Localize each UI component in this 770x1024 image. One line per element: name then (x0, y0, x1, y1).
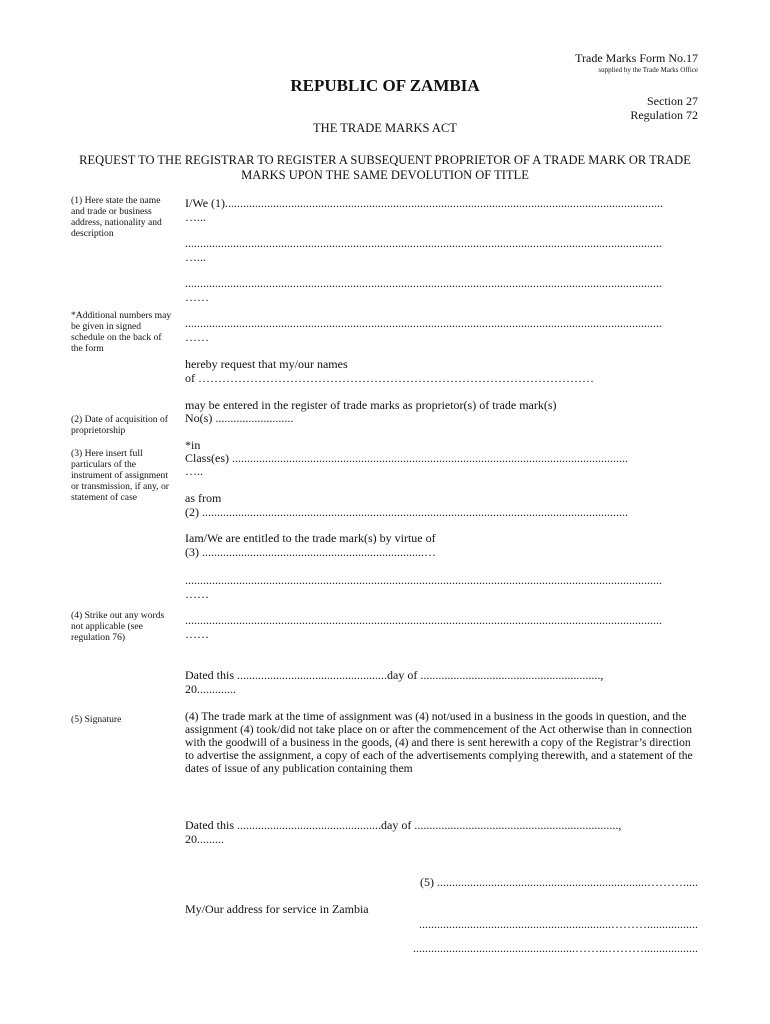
address-field-2[interactable]: ............................................................................................................................................................... (185, 277, 662, 290)
address-for-service-label: My/Our address for service in Zambia (185, 903, 369, 916)
field-continuation: …... (185, 211, 206, 224)
acquisition-date-field[interactable]: (2) .............................................................................................................................................. (185, 506, 628, 519)
section-reference (630, 94, 698, 122)
register-entry-text: may be entered in the register of trade marks as proprietor(s) of trade mark(s) (185, 399, 557, 412)
service-address-field-1[interactable]: ................................................................………................. (419, 917, 698, 931)
note-additional-numbers: *Additional numbers may be given in signed schedule on the back of the form (71, 310, 172, 354)
dated-field-1[interactable]: Dated this ..................................................day of ............................................................, (185, 669, 604, 682)
form-heading: REQUEST TO THE REGISTRAR TO REGISTER A SUBSEQUENT PROPRIETOR OF A TRADE MARK OR TRADE MARKS UPON THE SAME DEVOLUTION OF TITLE (79, 153, 691, 182)
assignment-statement: (4) The trade mark at the time of assignment was (4) not/used in a business in the goods in question, and the assignment (4) took/did not take place on or after the commencement of the Act otherwise than in connection with the goodwill of a business in the goods, (4) and there is sent herewith a copy of the Registrar’s direction to advertise the assignment, a copy of each of the advertisements complying therewith, and a statement of the dates of issue of any publication containing them (185, 710, 693, 775)
applicant-name-field[interactable]: I/We (1).................................................................................................................................................. (185, 197, 664, 210)
year-field-1[interactable]: 20............. (185, 683, 236, 696)
address-field-1[interactable]: ............................................................................................................................................................... (185, 237, 662, 250)
section-number: Section 27 (647, 94, 698, 108)
hereby-request-text: hereby request that my/our names (185, 358, 348, 371)
form-number: Trade Marks Form No.17 (575, 51, 698, 65)
note-date-acquisition: (2) Date of acquisition of proprietorship (71, 414, 168, 436)
note-strike-out: (4) Strike out any words not applicable (see regulation 76) (71, 610, 165, 643)
classes-field[interactable]: Class(es) .................................................................................................................................... (185, 452, 628, 465)
note-instrument-particulars: (3) Here insert full particulars of the instrument of assignment or transmission, if any, or statement of case (71, 448, 169, 503)
service-address-field-2[interactable]: ......................................................……...……….................. (413, 941, 698, 955)
supplied-by-note: supplied by the Trade Marks Office (598, 66, 698, 74)
page-title: REPUBLIC OF ZAMBIA (290, 76, 480, 95)
additional-numbers-marker: *in (185, 439, 201, 452)
entitlement-text: Iam/We are entitled to the trade mark(s) by virtue of (185, 532, 436, 545)
field-continuation: …… (185, 628, 209, 641)
trade-mark-numbers-field[interactable]: No(s) .......................... (185, 412, 294, 425)
instrument-field[interactable]: (3) ..........................................................................… (185, 546, 436, 559)
field-continuation: …… (185, 331, 209, 344)
as-from-label: as from (185, 492, 222, 505)
field-continuation: …… (185, 291, 209, 304)
instrument-field-2[interactable]: ............................................................................................................................................................... (185, 574, 662, 587)
instrument-field-3[interactable]: ............................................................................................................................................................... (185, 614, 662, 627)
note-name-address: (1) Here state the name and trade or business address, nationality and description (71, 195, 162, 239)
dated-field-2[interactable]: Dated this ................................................day of ...................................................................., (185, 819, 622, 832)
field-continuation: …… (185, 588, 209, 601)
act-title: THE TRADE MARKS ACT (313, 121, 457, 135)
field-continuation: ….. (185, 465, 203, 478)
names-field[interactable]: of ……………………………………………………………………………………… (185, 372, 594, 385)
note-signature: (5) Signature (71, 714, 122, 725)
signature-field[interactable]: (5) ......................................................................………..... (420, 875, 698, 889)
field-continuation: …... (185, 251, 206, 264)
address-field-3[interactable]: ............................................................................................................................................................... (185, 317, 662, 330)
regulation-number: Regulation 72 (630, 108, 698, 122)
year-field-2[interactable]: 20......... (185, 833, 224, 846)
